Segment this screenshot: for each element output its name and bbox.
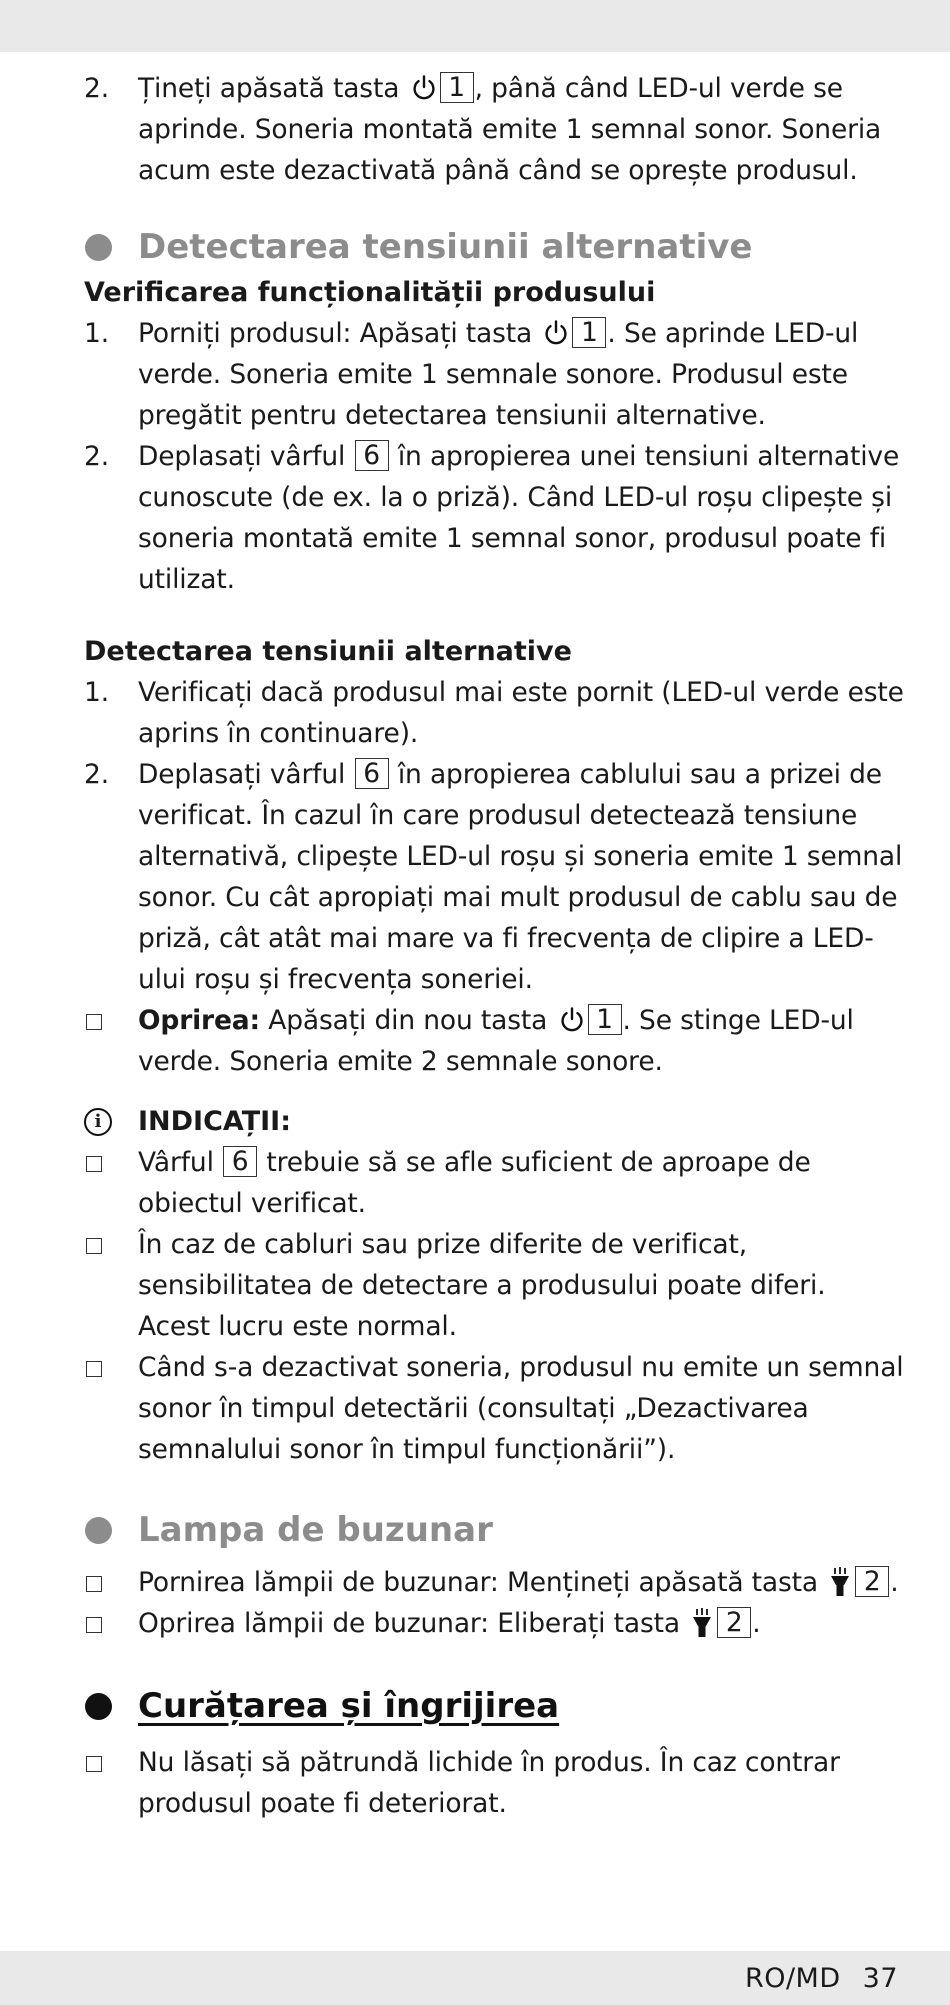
- item-text-end: . Se stinge LED-ul verde. Soneria emite 2 semnale sonore.: [138, 1005, 854, 1077]
- item-text-end: trebuie să se afle suficient de aproape de obiectul verificat.: [138, 1147, 811, 1219]
- step-text-end: . Se aprinde LED-ul verde. Soneria emite 1 semnale sonore. Produsul este pregătit pentru detectarea tensiunii alternative.: [138, 318, 859, 431]
- part-ref: 1: [440, 72, 474, 103]
- switch-off-item: [84, 1000, 904, 1082]
- checkbox-bullet: [86, 1361, 102, 1377]
- step-text-end: , până când LED-ul verde se aprinde. Soneria montată emite 1 semnal sonor. Soneria acum este dezactivată până când se oprește produsul.: [138, 73, 882, 186]
- check-step-1: [84, 313, 904, 436]
- item-text-start: Vârful: [138, 1147, 214, 1178]
- checkbox-bullet: [86, 1617, 102, 1633]
- section-title: Curățarea și îngrijirea: [138, 1686, 560, 1726]
- intro-step: [84, 68, 904, 191]
- flashlight-icon: [829, 1567, 851, 1597]
- part-ref: 1: [572, 317, 606, 348]
- lamp-on-item: [84, 1562, 904, 1603]
- lamp-off-item: [84, 1603, 904, 1644]
- switch-off-label: Oprirea:: [138, 1005, 260, 1036]
- step-text-start: Deplasați vârful: [138, 441, 346, 472]
- part-ref: 6: [355, 758, 389, 789]
- checkbox-bullet: [86, 1756, 102, 1772]
- bullet-dot: [85, 1517, 112, 1544]
- step-number: 1.: [84, 677, 109, 708]
- item-text-start: Pornirea lămpii de buzunar: Mențineți apăsată tasta: [138, 1567, 818, 1598]
- checkbox-bullet: [86, 1576, 102, 1592]
- part-ref: 6: [355, 440, 389, 471]
- section-heading-lamp: [84, 1508, 904, 1552]
- part-ref: 6: [223, 1146, 257, 1177]
- section-heading-voltage: [84, 225, 904, 269]
- page-number: 37: [862, 1963, 898, 1994]
- step-number: 1.: [84, 318, 109, 349]
- step-number: 2.: [84, 759, 109, 790]
- notes-heading: [84, 1102, 904, 1142]
- language-code: RO/MD: [744, 1963, 841, 1994]
- step-number: 2.: [84, 441, 109, 472]
- step-text-end: în apropierea cablului sau a prizei de verificat. În cazul în care produsul detectează tensiune alternativă, clipește LED-ul roșu și soneria emite 1 semnal sonor. Cu cât apropiați mai mult produsul de cablu sau de priză, cât atât mai mare va fi frecvența de clipire a LED-ului roșu și frecvența soneriei.: [138, 759, 903, 995]
- checkbox-bullet: [86, 1156, 102, 1172]
- detect-step-2: [84, 754, 904, 1000]
- part-ref: 1: [588, 1004, 622, 1035]
- item-text: În caz de cabluri sau prize diferite de verificat, sensibilitatea de detectare a produsului poate diferi. Acest lucru este normal.: [138, 1229, 826, 1342]
- item-text-start: Oprirea lămpii de buzunar: Eliberați tasta: [138, 1608, 680, 1639]
- step-number: 2.: [84, 73, 109, 104]
- step-text-start: Porniți produsul: Apăsați tasta: [138, 318, 533, 349]
- subheading-voltage-detection: Detectarea tensiunii alternative: [84, 636, 572, 667]
- step-text-start: Țineți apăsată tasta: [138, 73, 400, 104]
- step-text-start: Deplasați vârful: [138, 759, 346, 790]
- flashlight-icon: [691, 1608, 713, 1638]
- footer-label: [745, 1963, 898, 1994]
- info-icon: i: [84, 1108, 112, 1136]
- part-ref: 2: [717, 1607, 751, 1638]
- bullet-dot: [85, 1693, 112, 1720]
- bullet-dot: [85, 234, 112, 261]
- step-text-end: în apropierea unei tensiuni alternative cunoscute (de ex. la o priză). Când LED-ul roșu clipește și soneria montată emite 1 semnal sonor, produsul poate fi utilizat.: [138, 441, 900, 595]
- detect-step-1: [84, 672, 904, 754]
- power-icon: [543, 319, 569, 347]
- item-text: Când s-a dezactivat soneria, produsul nu emite un semnal sonor în timpul detectării (consultați „Dezactivarea semnalului sonor în timpul funcționării”).: [138, 1352, 904, 1465]
- item-text-end: .: [752, 1608, 761, 1639]
- note-item-1: [84, 1142, 904, 1224]
- care-item: [84, 1742, 904, 1824]
- page-footer: [0, 1951, 950, 2005]
- item-text: Nu lăsați să pătrundă lichide în produs. În caz contrar produsul poate fi deteriorat.: [138, 1747, 840, 1819]
- checkbox-bullet: [86, 1014, 102, 1030]
- top-margin-band: [0, 0, 950, 52]
- step-text: Verificați dacă produsul mai este pornit (LED-ul verde este aprins în continuare).: [138, 677, 904, 749]
- checkbox-bullet: [86, 1238, 102, 1254]
- note-item-2: [84, 1224, 904, 1347]
- subheading-functionality-check: Verificarea funcționalității produsului: [84, 277, 656, 308]
- section-heading-care: [84, 1684, 904, 1728]
- item-text-end: .: [890, 1567, 899, 1598]
- note-item-3: [84, 1347, 904, 1470]
- item-text-start: Apăsați din nou tasta: [259, 1005, 548, 1036]
- part-ref: 2: [855, 1566, 889, 1597]
- page-content: [84, 68, 904, 1824]
- section-title: Detectarea tensiunii alternative: [138, 227, 753, 267]
- check-step-2: [84, 436, 904, 600]
- section-title: Lampa de buzunar: [138, 1510, 493, 1550]
- notes-title: INDICAȚII:: [138, 1106, 292, 1137]
- power-icon: [559, 1006, 585, 1034]
- power-icon: [411, 74, 437, 102]
